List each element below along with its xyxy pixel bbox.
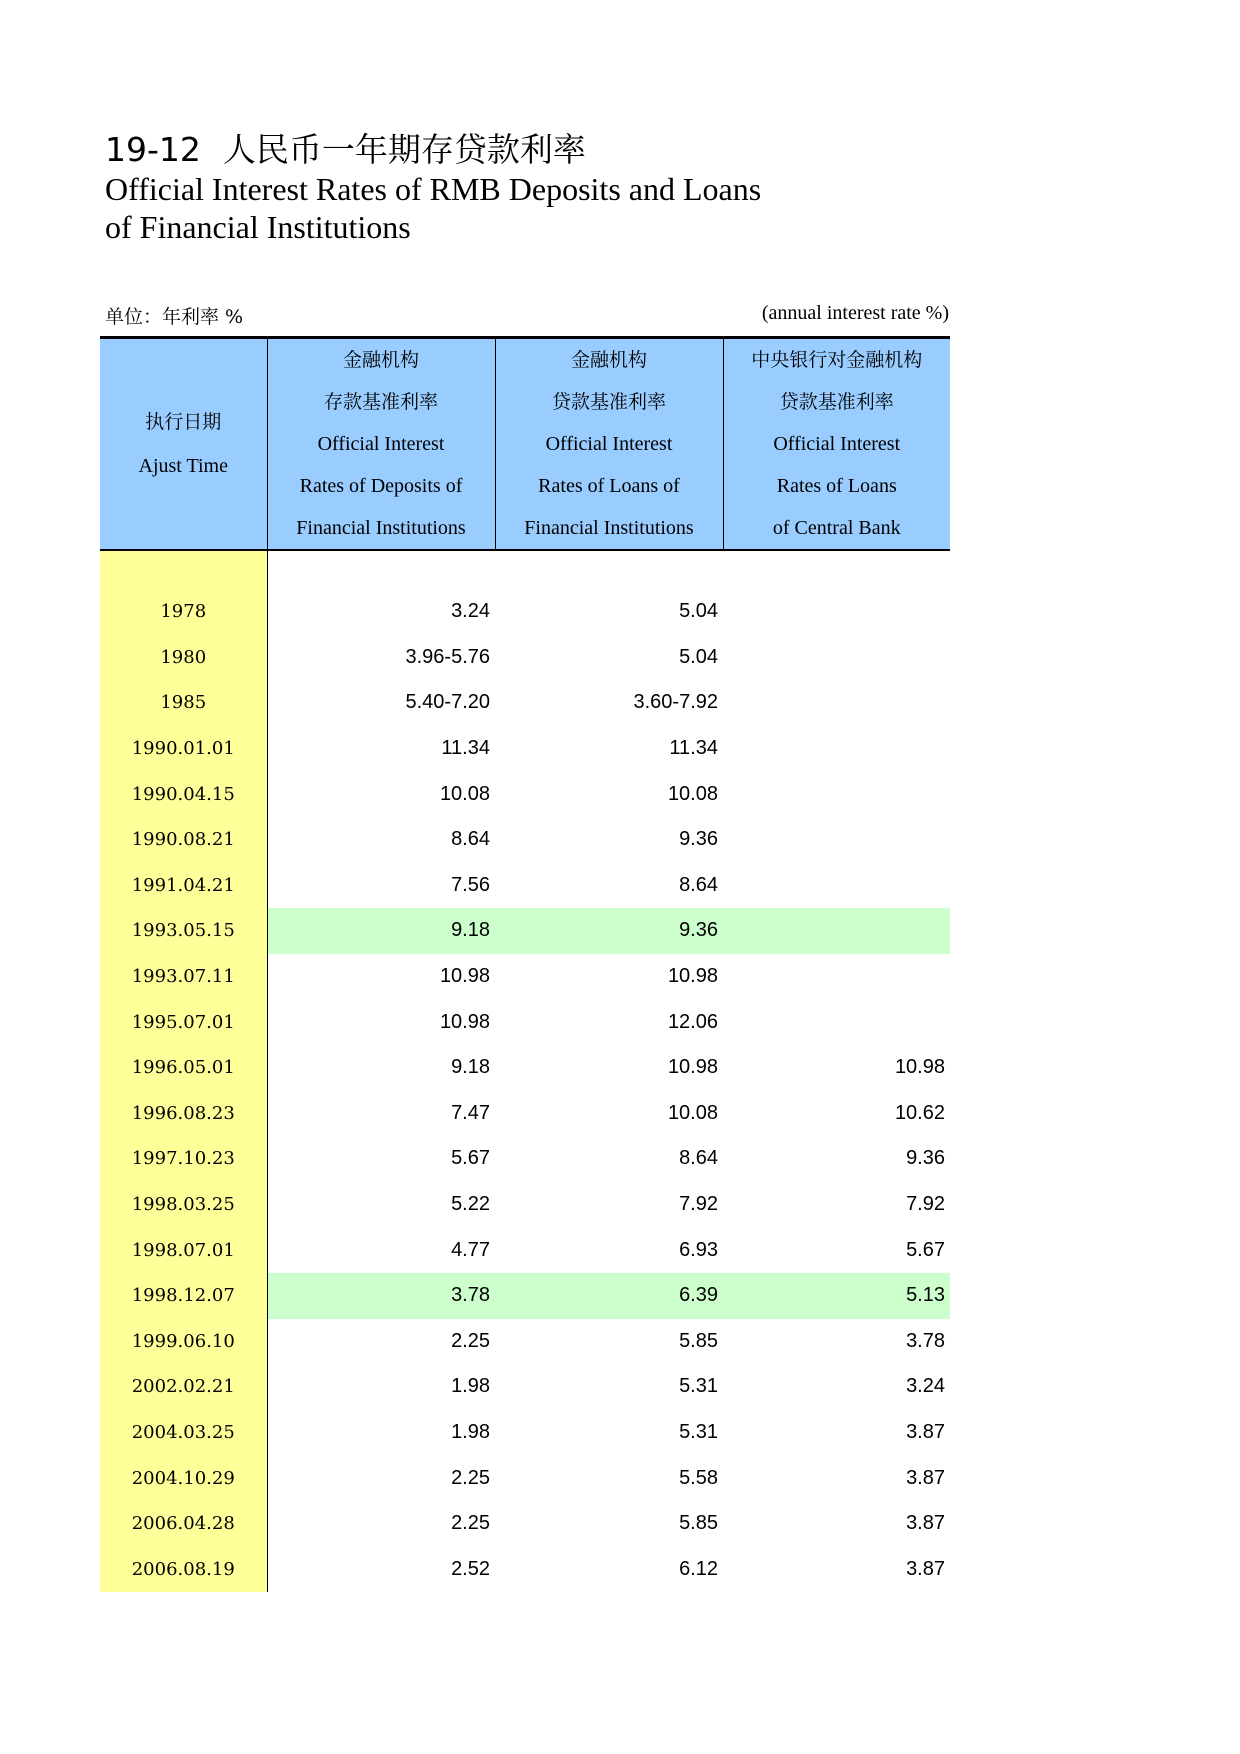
table-row [100,635,950,681]
deposit-rate-cell: 5.67 [451,1147,490,1170]
table-row [100,1273,950,1319]
central-bank-rate-cell [723,999,950,1045]
table-row [100,863,950,909]
central-bank-rate-cell: 3.87 [906,1557,945,1580]
header-line: Rates of Loans [776,475,897,497]
header-deposit-rate [267,338,495,551]
central-bank-rate-cell: 5.13 [723,1273,950,1319]
date-cell: 1980 [100,635,267,681]
table-row [100,1501,950,1547]
date-cell: 1997.10.23 [100,1136,267,1182]
central-bank-rate-cell [723,635,950,681]
table-title-en [105,170,761,246]
deposit-rate-cell: 9.18 [267,908,495,954]
deposit-rate-cell: 10.98 [439,1010,490,1033]
header-line: 中央银行对金融机构 [751,349,923,371]
deposit-rate-cell: 2.52 [451,1557,490,1580]
central-bank-rate-cell [723,726,950,772]
loan-rate-cell: 5.04 [679,645,718,668]
loan-rate-cell: 10.08 [667,1101,718,1124]
header-line: Rates of Loans of [538,475,680,497]
loan-rate-cell: 8.64 [679,873,718,896]
date-cell: 1990.04.15 [100,771,267,817]
deposit-rate-cell: 2.25 [451,1512,490,1535]
date-cell: 1990.08.21 [100,817,267,863]
loan-rate-cell: 9.36 [495,908,723,954]
deposit-rate-cell: 1.98 [451,1375,490,1398]
central-bank-rate-cell [723,817,950,863]
deposit-rate-cell: 4.77 [451,1238,490,1261]
date-cell: 2006.08.19 [100,1546,267,1592]
unit-label-cn: 单位：年利率 % [105,306,244,328]
deposit-rate-cell: 3.24 [451,600,490,623]
central-bank-rate-cell: 10.98 [894,1056,945,1079]
date-cell: 2004.03.25 [100,1410,267,1456]
loan-rate-cell: 5.04 [679,600,718,623]
loan-rate-cell: 10.08 [667,782,718,805]
date-cell: 1985 [100,680,267,726]
table-row [100,1455,950,1501]
title-en-line1: Official Interest Rates of RMB Deposits and Loans [105,171,762,207]
loan-rate-cell: 6.93 [679,1238,718,1261]
date-cell: 2004.10.29 [100,1455,267,1501]
header-loan-rate [495,338,723,551]
central-bank-rate-cell: 9.36 [906,1147,945,1170]
loan-rate-cell: 5.31 [679,1375,718,1398]
header-line: 贷款基准利率 [551,391,666,413]
central-bank-rate-cell [723,863,950,909]
date-cell: 1993.07.11 [100,954,267,1000]
central-bank-rate-cell: 10.62 [894,1101,945,1124]
header-line: of Central Bank [772,517,901,539]
table-row [100,954,950,1000]
date-cell-empty [100,550,267,589]
loan-rate-cell: 11.34 [669,737,718,760]
central-bank-rate-cell [723,589,950,635]
date-cell: 1998.12.07 [100,1273,267,1319]
central-bank-rate-cell: 3.87 [906,1512,945,1535]
central-bank-rate-cell: 7.92 [906,1193,945,1216]
table-row [100,1410,950,1456]
table-row [100,1364,950,1410]
title-en-line2: of Financial Institutions [105,209,411,245]
interest-rate-table [100,336,950,1592]
table-number: 19-12 [105,130,201,169]
table-row [100,1182,950,1228]
empty-cell [495,550,723,589]
date-cell: 2002.02.21 [100,1364,267,1410]
loan-rate-cell: 6.39 [495,1273,723,1319]
table-row [100,589,950,635]
table-row [100,771,950,817]
loan-rate-cell: 5.58 [679,1466,718,1489]
date-cell: 1995.07.01 [100,999,267,1045]
deposit-rate-cell: 8.64 [451,828,490,851]
central-bank-rate-cell [723,954,950,1000]
deposit-rate-cell: 10.98 [439,965,490,988]
date-cell: 1996.08.23 [100,1091,267,1137]
header-line: Official Interest [545,433,673,455]
date-cell: 1990.01.01 [100,726,267,772]
header-date [100,338,267,551]
table-body [100,550,950,1592]
deposit-rate-cell: 10.08 [439,782,490,805]
date-cell: 1978 [100,589,267,635]
table-row [100,908,950,954]
deposit-rate-cell: 7.47 [451,1101,490,1124]
header-line: Rates of Deposits of [299,475,463,497]
deposit-rate-cell: 11.34 [441,737,490,760]
date-cell: 1998.03.25 [100,1182,267,1228]
date-cell: 1996.05.01 [100,1045,267,1091]
header-line: Official Interest [773,433,901,455]
loan-rate-cell: 5.31 [679,1420,718,1443]
deposit-rate-cell: 3.96-5.76 [405,645,490,668]
header-line: 金融机构 [570,349,647,371]
loan-rate-cell: 12.06 [667,1010,718,1033]
date-cell: 1998.07.01 [100,1227,267,1273]
table-row [100,1227,950,1273]
header-date-cn: 执行日期 [145,411,222,433]
deposit-rate-cell: 1.98 [451,1420,490,1443]
header-date-en: Ajust Time [138,455,228,477]
central-bank-rate-cell: 5.67 [906,1238,945,1261]
table-title-cn [105,124,586,171]
header-line: 金融机构 [342,349,419,371]
table-row [100,1091,950,1137]
central-bank-rate-cell [723,771,950,817]
loan-rate-cell: 5.85 [679,1329,718,1352]
date-cell: 1991.04.21 [100,863,267,909]
table-row [100,726,950,772]
deposit-rate-cell: 3.78 [267,1273,495,1319]
loan-rate-cell: 9.36 [679,828,718,851]
header-line: Official Interest [317,433,445,455]
header-line: Financial Institutions [296,517,466,539]
table-row [100,1546,950,1592]
deposit-rate-cell: 5.22 [451,1193,490,1216]
loan-rate-cell: 5.85 [679,1512,718,1535]
date-cell: 1993.05.15 [100,908,267,954]
date-cell: 1999.06.10 [100,1319,267,1365]
central-bank-rate-cell: 3.24 [906,1375,945,1398]
central-bank-rate-cell [723,680,950,726]
central-bank-rate-cell: 3.78 [906,1329,945,1352]
table-title-cn-text: 人民币一年期存贷款利率 [222,130,586,169]
central-bank-rate-cell: 3.87 [906,1466,945,1489]
table-header [100,338,950,551]
header-line: 存款基准利率 [323,391,438,413]
loan-rate-cell: 10.98 [667,965,718,988]
deposit-rate-cell: 5.40-7.20 [405,691,490,714]
deposit-rate-cell: 7.56 [451,873,490,896]
loan-rate-cell: 8.64 [679,1147,718,1170]
loan-rate-cell: 6.12 [679,1557,718,1580]
deposit-rate-cell: 2.25 [451,1329,490,1352]
empty-cell [723,550,950,589]
empty-cell [267,550,495,589]
table-row [100,1319,950,1365]
header-row [100,338,950,551]
table-row [100,999,950,1045]
loan-rate-cell: 7.92 [679,1193,718,1216]
table-row [100,680,950,726]
unit-label-en: (annual interest rate %) [761,302,949,324]
header-line: Financial Institutions [524,517,694,539]
table-row [100,817,950,863]
deposit-rate-cell: 9.18 [451,1056,490,1079]
table-row [100,1136,950,1182]
central-bank-rate-cell [723,908,950,954]
date-cell: 2006.04.28 [100,1501,267,1547]
central-bank-rate-cell: 3.87 [906,1420,945,1443]
loan-rate-cell: 10.98 [667,1056,718,1079]
spacer-row [100,550,950,589]
table-row [100,1045,950,1091]
header-line: 贷款基准利率 [779,391,894,413]
loan-rate-cell: 3.60-7.92 [633,691,718,714]
deposit-rate-cell: 2.25 [451,1466,490,1489]
header-central-bank-rate [723,338,950,551]
